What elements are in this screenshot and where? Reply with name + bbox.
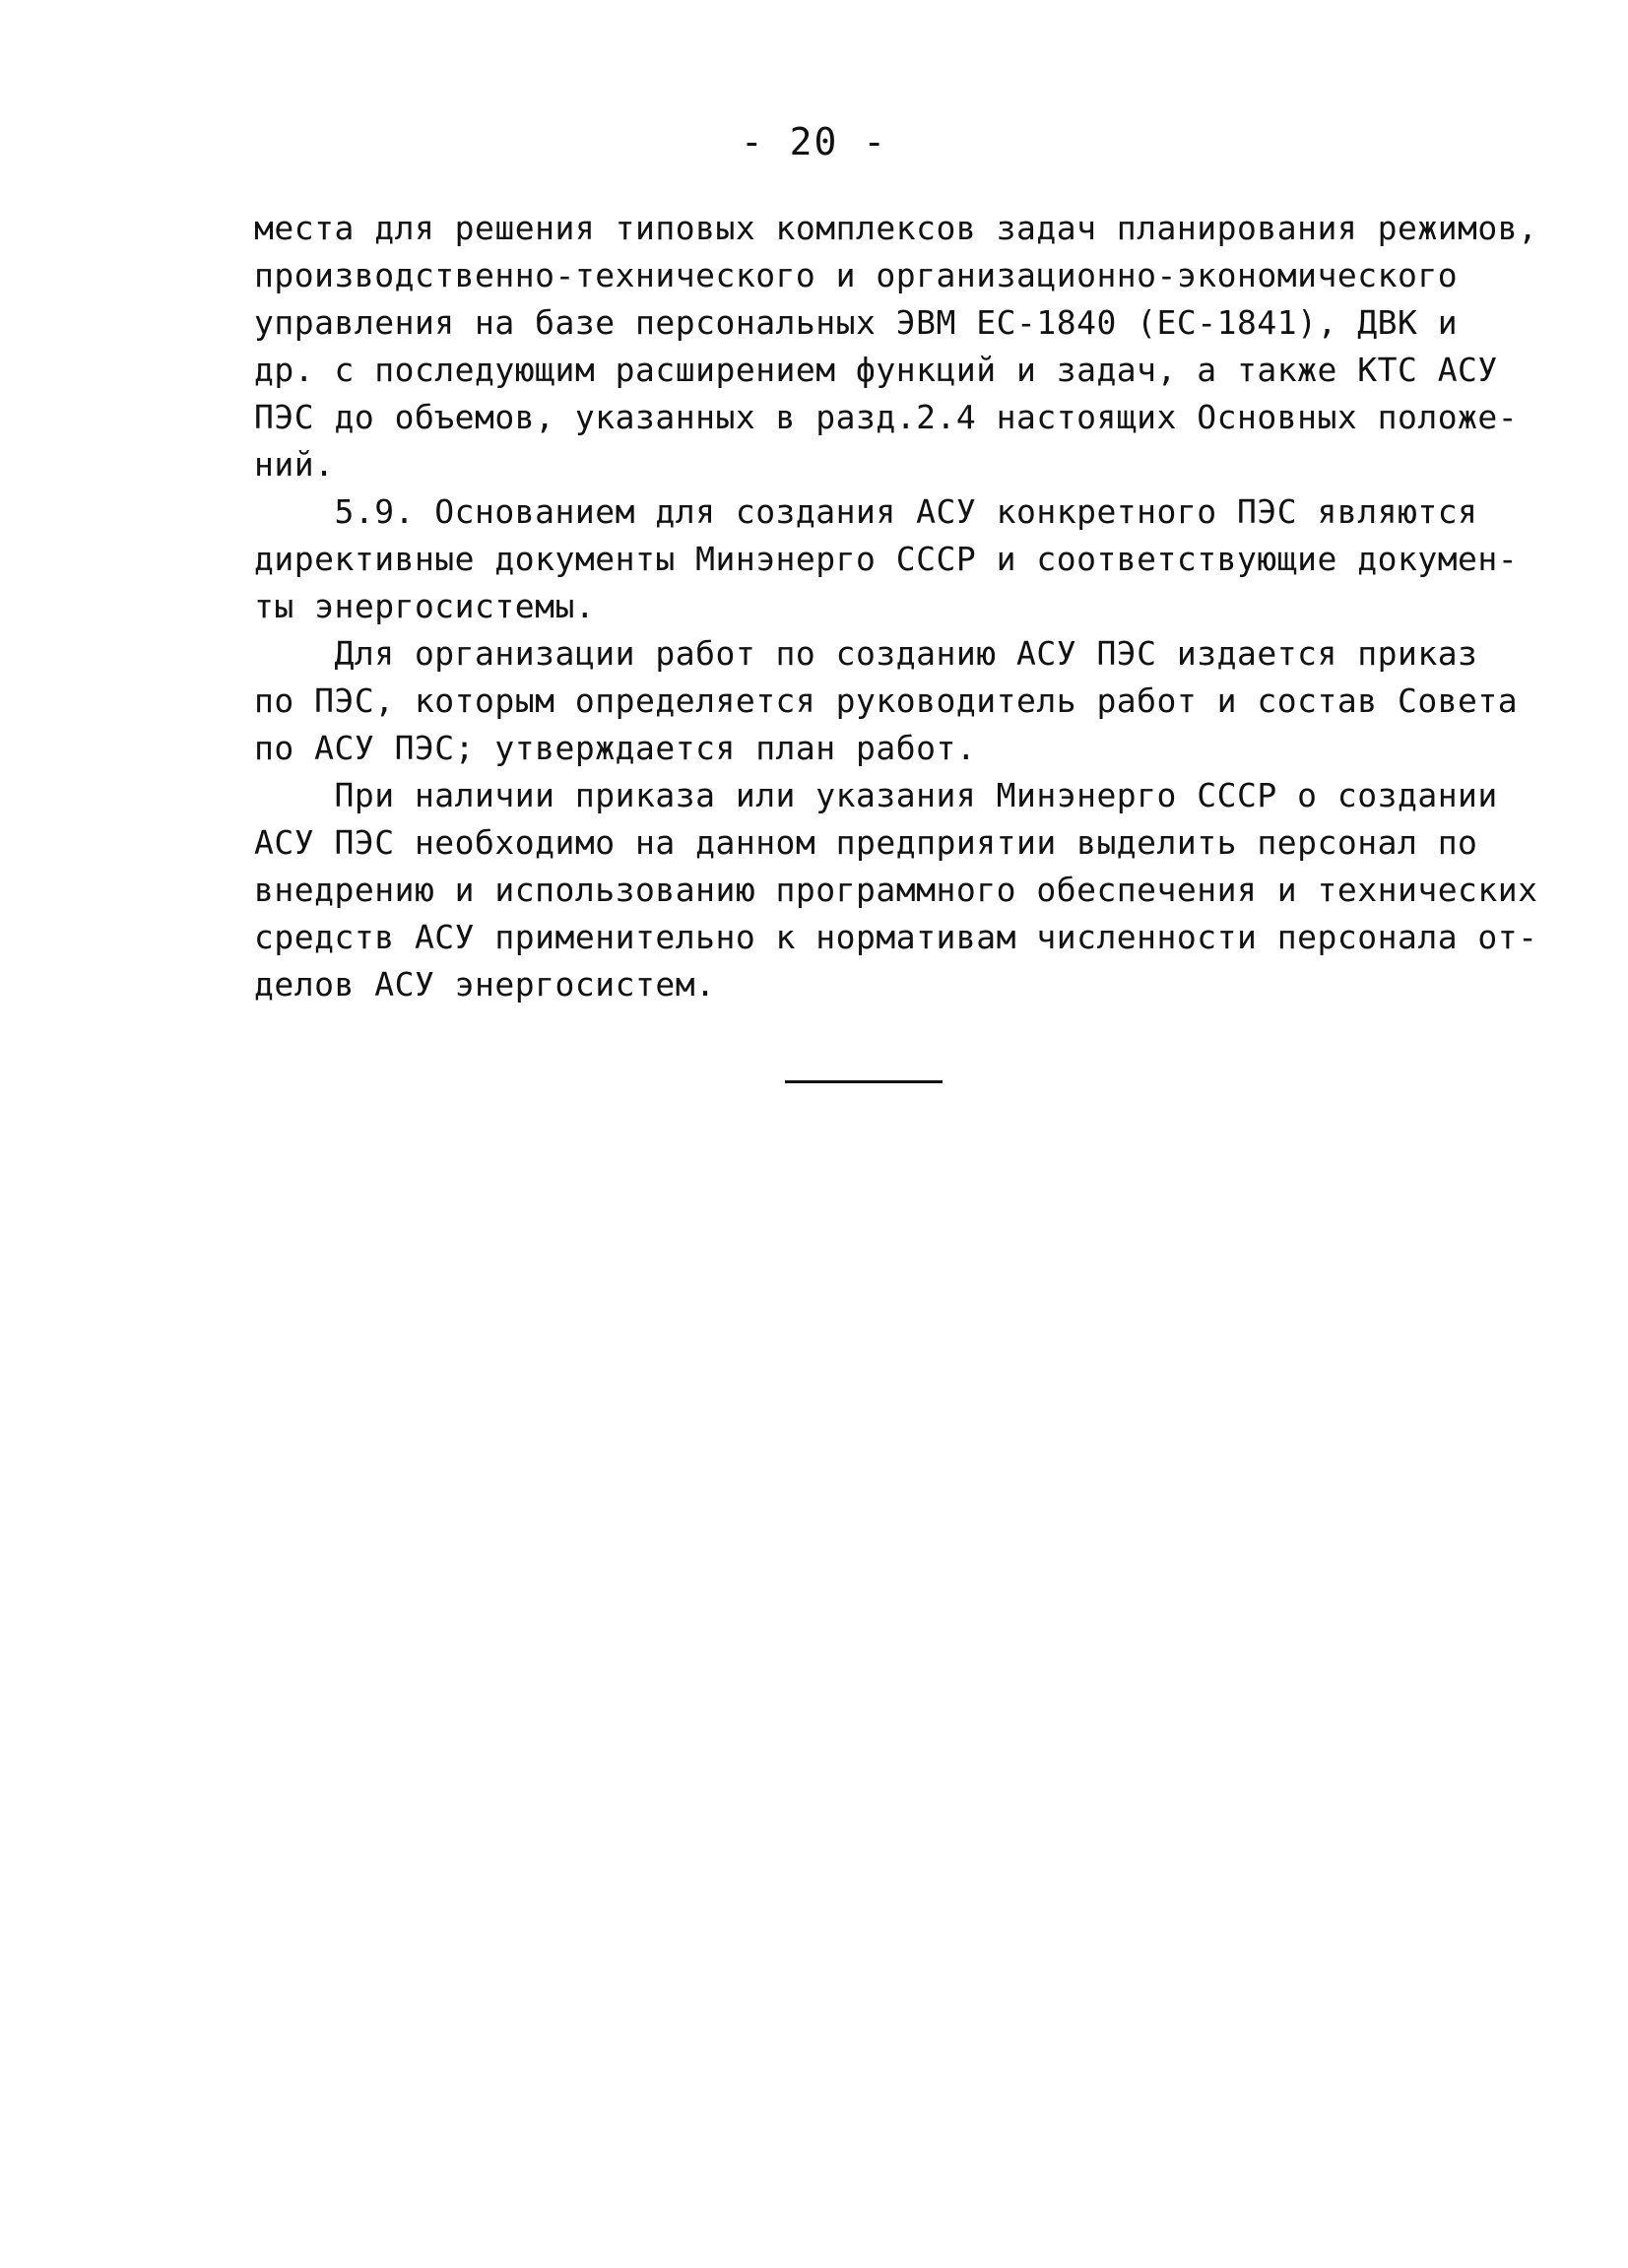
- text-line: делов АСУ энергосистем.: [254, 965, 716, 1004]
- text-line: ний.: [254, 445, 335, 484]
- paragraph-continuation: [254, 205, 1538, 488]
- text-line: директивные документы Минэнерго СССР и соответствующие докумен-: [254, 540, 1519, 578]
- text-line: по АСУ ПЭС; утверждается план работ.: [254, 729, 977, 767]
- text-line: 5.9. Основанием для создания АСУ конкретного ПЭС являются: [254, 492, 1478, 531]
- paragraph-5-9: [254, 488, 1519, 630]
- text-line: по ПЭС, которым определяется руководитель работ и состав Совета: [254, 681, 1519, 720]
- text-line: Для организации работ по созданию АСУ ПЭС издается приказ: [254, 634, 1478, 673]
- text-line: ты энергосистемы.: [254, 587, 596, 625]
- text-line: АСУ ПЭС необходимо на данном предприятии выделить персонал по: [254, 823, 1478, 862]
- end-rule: [785, 1080, 943, 1083]
- text-line: производственно-технического и организационно-экономического: [254, 256, 1459, 294]
- paragraph-personnel: [254, 772, 1538, 1008]
- text-line: места для решения типовых комплексов задач планирования режимов,: [254, 209, 1538, 247]
- text-line: средств АСУ применительно к нормативам численности персонала от-: [254, 918, 1538, 956]
- text-line: др. с последующим расширением функций и задач, а также КТС АСУ: [254, 351, 1498, 389]
- paragraph-order: [254, 630, 1519, 772]
- body-text: [254, 205, 1538, 1008]
- text-line: При наличии приказа или указания Минэнерго СССР о создании: [254, 776, 1498, 814]
- text-line: внедрению и использованию программного обеспечения и технических: [254, 871, 1538, 909]
- page-number: - 20 -: [740, 120, 888, 163]
- text-line: ПЭС до объемов, указанных в разд.2.4 настоящих Основных положе-: [254, 398, 1519, 436]
- text-line: управления на базе персональных ЭВМ ЕС-1840 (ЕС-1841), ДВК и: [254, 303, 1459, 342]
